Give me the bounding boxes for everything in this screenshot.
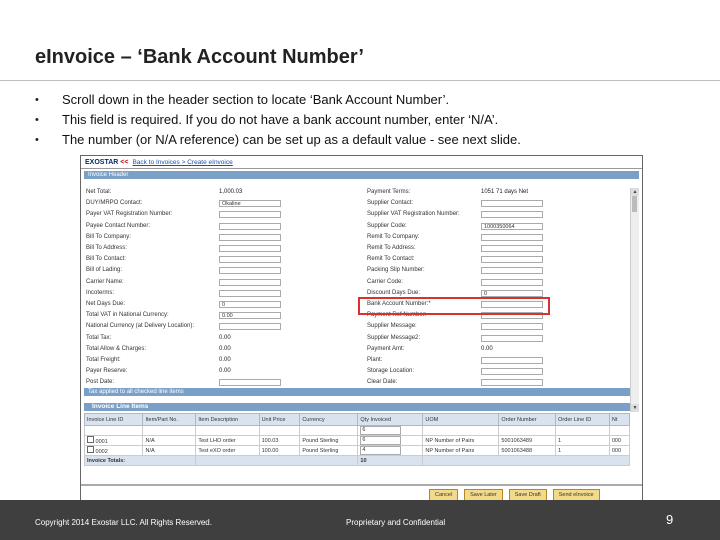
- table-cell: N/A: [143, 436, 196, 446]
- field-label: Net Days Due:: [86, 301, 126, 307]
- bullet-list: [35, 90, 521, 150]
- field-input[interactable]: [481, 245, 543, 252]
- table-cell: 000: [609, 436, 629, 446]
- field-label: Total Freight:: [86, 357, 121, 363]
- table-cell: 100.00: [259, 446, 300, 456]
- field-value: 0.00: [219, 368, 231, 375]
- field-label: Carrier Code:: [367, 278, 404, 285]
- column-header[interactable]: UOM: [423, 414, 499, 426]
- field-label: Bank Account Number:*: [367, 301, 431, 307]
- field-label: Supplier Message:: [367, 323, 417, 330]
- field-input[interactable]: [481, 357, 543, 364]
- table-cell: [196, 426, 259, 436]
- divider: [81, 484, 642, 486]
- table-cell[interactable]: [358, 426, 423, 436]
- field-label: Supplier Contact:: [367, 200, 414, 207]
- field-input[interactable]: [481, 323, 543, 330]
- table-cell: [609, 426, 629, 436]
- field-input[interactable]: [481, 211, 543, 218]
- table-cell: [423, 426, 499, 436]
- field-input[interactable]: [481, 267, 543, 274]
- field-input[interactable]: Okaline: [219, 200, 281, 207]
- table-cell: [556, 426, 610, 436]
- field-label: Net Total:: [86, 189, 112, 195]
- table-cell: 1: [556, 446, 610, 456]
- field-value: 0.00: [481, 345, 493, 352]
- column-header[interactable]: Currency: [300, 414, 358, 426]
- field-label: Clear Date:: [367, 379, 398, 386]
- field-input[interactable]: [481, 234, 543, 241]
- table-cell: 100.03: [259, 436, 300, 446]
- field-label: Payer VAT Registration Number:: [86, 211, 173, 218]
- field-input[interactable]: 0: [219, 301, 281, 308]
- table-cell: N/A: [143, 446, 196, 456]
- field-input[interactable]: [481, 379, 543, 386]
- table-cell: [499, 426, 556, 436]
- table-cell: Test eXO order: [196, 446, 259, 456]
- field-input[interactable]: [481, 200, 543, 207]
- table-cell: NP Number of Pairs: [423, 436, 499, 446]
- invoice-lines-table: [84, 413, 630, 466]
- action-buttons: [429, 489, 600, 499]
- field-input[interactable]: [481, 279, 543, 286]
- column-header[interactable]: Invoice Line ID: [85, 414, 143, 426]
- table-cell: 1: [556, 436, 610, 446]
- field-label: Payee Contact Number:: [86, 222, 151, 229]
- column-header[interactable]: Nt: [609, 414, 629, 426]
- table-cell: [259, 426, 300, 436]
- field-input[interactable]: [219, 379, 281, 386]
- field-label: Remit To Company:: [367, 233, 420, 240]
- bullet-item: • The number (or N/A reference) can be set up as a default value - see next slide.: [35, 130, 521, 150]
- column-header[interactable]: Order Number: [499, 414, 556, 426]
- tax-apply-bar[interactable]: Tax applied to all checked line items: [84, 388, 630, 396]
- field-input[interactable]: [219, 234, 281, 241]
- page-number: 9: [666, 512, 674, 527]
- field-input[interactable]: [219, 323, 281, 330]
- table-cell: Test LHO order: [196, 436, 259, 446]
- field-input[interactable]: [219, 256, 281, 263]
- field-input[interactable]: [219, 267, 281, 274]
- field-label: Plant:: [367, 357, 383, 363]
- field-input[interactable]: 0.00: [219, 312, 281, 319]
- field-label: Bill To Address:: [86, 245, 127, 251]
- column-header[interactable]: Unit Price: [259, 414, 300, 426]
- scroll-thumb[interactable]: [632, 196, 637, 212]
- table-cell: NP Number of Pairs: [423, 446, 499, 456]
- field-input[interactable]: [481, 368, 543, 375]
- field-value: 1,000.03: [219, 189, 243, 195]
- scroll-up-icon[interactable]: ▲: [632, 189, 638, 195]
- confidential-text: Proprietary and Confidential: [346, 518, 446, 527]
- field-label: Supplier VAT Registration Number:: [367, 211, 460, 218]
- invoice-lines-bar: Invoice Line Items: [84, 403, 630, 411]
- field-label: Payment Ref Number:: [367, 312, 427, 319]
- field-label: Bill To Company:: [86, 233, 131, 240]
- table-cell: 5001063489: [499, 436, 556, 446]
- field-label: Bill To Contact:: [86, 256, 126, 263]
- save-draft-button[interactable]: Save Draft: [509, 489, 547, 501]
- field-label: Remit To Address:: [367, 245, 416, 251]
- column-header[interactable]: Qty Invoiced: [358, 414, 423, 426]
- totals-row: [85, 456, 630, 466]
- field-input[interactable]: 0: [481, 290, 543, 297]
- field-value: 0.00: [219, 345, 231, 352]
- field-input[interactable]: [219, 290, 281, 297]
- field-label: Payment Amt:: [367, 345, 405, 352]
- table-cell: 0001: [85, 436, 143, 446]
- table-cell[interactable]: [358, 446, 423, 456]
- qty-input[interactable]: 6: [360, 436, 401, 445]
- field-input[interactable]: [219, 245, 281, 252]
- field-label: Discount Days Due:: [367, 289, 421, 296]
- table-cell: Pound Sterling: [300, 446, 358, 456]
- field-label: Post Date:: [86, 379, 115, 386]
- table-cell: 5001063488: [499, 446, 556, 456]
- table-cell: 000: [609, 446, 629, 456]
- table-row: [85, 436, 630, 446]
- field-value: 1051 71 days Net: [481, 189, 529, 195]
- field-label: National Currency (at Delivery Location):: [86, 323, 195, 330]
- totals-qty: 10: [358, 456, 423, 466]
- field-input[interactable]: 1000350064: [481, 223, 543, 230]
- field-value: 0.00: [219, 334, 231, 341]
- send-einvoice-button[interactable]: Send eInvoice: [553, 489, 600, 501]
- field-label: Carrier Name:: [86, 278, 124, 285]
- header-scrollbar[interactable]: [630, 188, 639, 412]
- exostar-logo: EXOSTAR <<: [85, 158, 129, 166]
- totals-label: Invoice Totals:: [85, 456, 196, 466]
- field-label: Supplier Code:: [367, 222, 407, 229]
- invoice-header-bar[interactable]: Invoice Header: [84, 171, 639, 179]
- table-cell: Pound Sterling: [300, 436, 358, 446]
- field-label: Remit To Contact:: [367, 256, 415, 263]
- row-checkbox[interactable]: [87, 446, 94, 453]
- title-divider: [0, 80, 720, 81]
- field-label: Packing Slip Number:: [367, 267, 425, 274]
- field-label: Payment Terms:: [367, 189, 411, 195]
- table-cell: [143, 426, 196, 436]
- qty-input[interactable]: 6: [360, 426, 401, 435]
- cancel-button[interactable]: Cancel: [429, 489, 458, 501]
- field-input[interactable]: [219, 279, 281, 286]
- column-header[interactable]: Item Description: [196, 414, 259, 426]
- row-checkbox[interactable]: [87, 436, 94, 443]
- copyright-text: Copyright 2014 Exostar LLC. All Rights Reserved.: [35, 518, 212, 527]
- qty-input[interactable]: 4: [360, 446, 401, 455]
- slide-title: eInvoice – ‘Bank Account Number’: [35, 46, 364, 68]
- breadcrumb[interactable]: Back to Invoices > Create eInvoice: [132, 158, 233, 166]
- field-label: Total Tax:: [86, 334, 112, 341]
- table-cell: [300, 426, 358, 436]
- app-header: [81, 156, 642, 169]
- einvoice-screenshot: [80, 155, 643, 502]
- scroll-down-icon[interactable]: ▼: [632, 405, 638, 411]
- field-label: Total VAT in National Currency:: [86, 312, 169, 319]
- field-input[interactable]: [481, 335, 543, 342]
- column-header[interactable]: Item/Part No.: [143, 414, 196, 426]
- field-input[interactable]: [219, 211, 281, 218]
- table-cell[interactable]: [358, 436, 423, 446]
- field-label: Storage Location:: [367, 368, 415, 375]
- field-label: Bill of Lading:: [86, 267, 123, 274]
- save-later-button[interactable]: Save Later: [464, 489, 503, 501]
- table-row: [85, 446, 630, 456]
- table-row: [85, 426, 630, 436]
- bullet-item: • Scroll down in the header section to locate ‘Bank Account Number’.: [35, 90, 521, 110]
- column-header[interactable]: Order Line ID: [556, 414, 610, 426]
- bullet-item: • This field is required. If you do not have a bank account number, enter ‘N/A’.: [35, 110, 521, 130]
- table-cell: 0002: [85, 446, 143, 456]
- field-label: Supplier Message2:: [367, 334, 421, 341]
- field-label: Payer Reserve:: [86, 368, 128, 375]
- table-cell: [85, 426, 143, 436]
- field-label: DUY/MRPO Contact:: [86, 200, 143, 207]
- field-value: 0.00: [219, 357, 231, 363]
- field-label: Incoterms:: [86, 289, 115, 296]
- field-input[interactable]: [481, 256, 543, 263]
- bank-account-highlight: [358, 297, 550, 315]
- field-input[interactable]: [219, 223, 281, 230]
- field-label: Total Allow & Charges:: [86, 345, 147, 352]
